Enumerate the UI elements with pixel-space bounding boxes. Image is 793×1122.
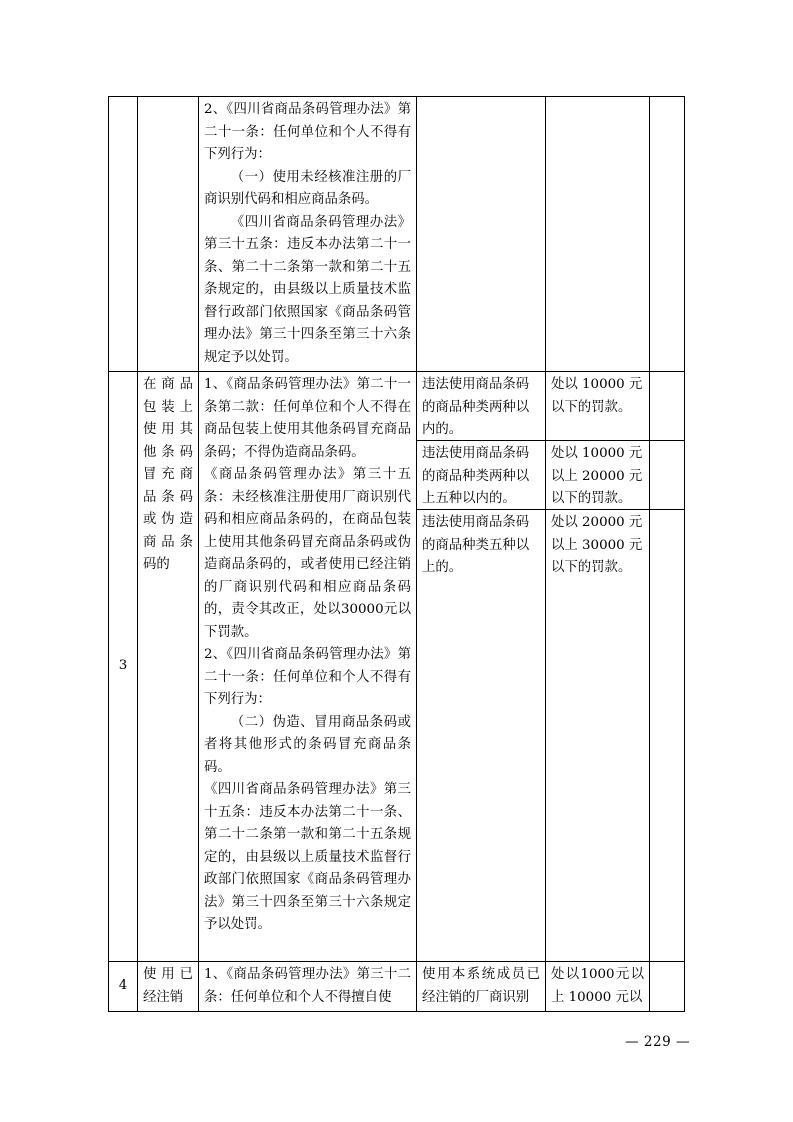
legal-basis-cell (199, 962, 417, 1012)
legal-basis-cell (199, 97, 417, 372)
page-number: — 229 — (625, 1034, 690, 1050)
remark-cell (650, 962, 685, 1012)
penalty-entry: 处以 10000 元以下的罚款。 (546, 372, 649, 441)
remark-entry (650, 372, 684, 441)
circumstance-cell (417, 372, 546, 962)
penalty-entry: 处以 20000 元以上 30000 元以下的罚款。 (551, 515, 643, 575)
violation-item-text: 使用已经注销 (143, 967, 193, 1005)
basis-paragraph: 2、《四川省商品条码管理办法》第二十一条：任何单位和个人不得有下列行为： (204, 102, 411, 162)
violation-item-cell (138, 97, 199, 372)
basis-paragraph: 《四川省商品条码管理办法》第三十五条：违反本办法第二十一条、第二十二条第一款和第二十五条规定的，由县级以上质量技术监督行政部门依照国家《商品条码管理办法》第三十四条至第三十六条规定予以处罚。 (204, 782, 411, 932)
violation-item-cell (138, 962, 199, 1012)
basis-paragraph: 1、《商品条码管理办法》第三十二条：任何单位和个人不得擅自使 (204, 967, 411, 1005)
basis-paragraph: 1、《商品条码管理办法》第二十一条第二款：任何单位和个人不得在商品包装上使用其他条码冒充商品条码；不得伪造商品条码。 (204, 377, 411, 460)
basis-paragraph: （一）使用未经核准注册的厂商识别代码和相应商品条码。 (204, 169, 411, 207)
row-number-cell: 3 (109, 372, 138, 962)
remark-entry (650, 510, 684, 514)
circumstance-entry: 违法使用商品条码的商品种类两种以上五种以内的。 (417, 441, 545, 510)
table-row-3 (109, 372, 685, 962)
basis-paragraph: 《四川省商品条码管理办法》第三十五条：违反本办法第二十一条、第二十二条第一款和第二十五条规定的，由县级以上质量技术监督行政部门依照国家《商品条码管理办法》第三十四条至第三十六条规定予以处罚。 (204, 214, 411, 365)
penalty-cell (546, 962, 650, 1012)
violation-item-text: 在商品包装上使用其他条码冒充商品条码或伪造商品条码的 (143, 377, 193, 572)
penalty-cell (546, 372, 650, 962)
circumstance-entry: 违法使用商品条码的商品种类五种以上的。 (422, 515, 530, 575)
legal-basis-cell (199, 372, 417, 962)
basis-paragraph: （二）伪造、冒用商品条码或者将其他形式的条码冒充商品条码。 (204, 714, 411, 775)
row-number-cell (109, 97, 138, 372)
penalty-entry: 处以 10000 元以上 20000 元以下的罚款。 (546, 441, 649, 510)
circumstance-entry: 违法使用商品条码的商品种类两种以内的。 (417, 372, 545, 441)
circumstance-entry: 使用本系统成员已经注销的厂商识别 (422, 967, 540, 1005)
table-row-continued (109, 97, 685, 372)
circumstance-cell (417, 962, 546, 1012)
remark-cell (650, 97, 685, 372)
basis-paragraph: 《商品条码管理办法》第三十五条：未经核准注册使用厂商识别代码和相应商品条码的，在商品包装上使用其他条码冒充商品条码或伪造商品条码的，或者使用已经注销的厂商识别代码和相应商品条码的，责令其改正，处以30000元以下罚款。 (204, 467, 411, 640)
basis-paragraph: 2、《四川省商品条码管理办法》第二十一条：任何单位和个人不得有下列行为： (204, 647, 411, 707)
penalty-entry: 处以1000元以上 10000 元以 (551, 967, 644, 1005)
remark-entry (650, 441, 684, 510)
penalty-cell (546, 97, 650, 372)
penalty-standard-table (108, 96, 685, 1012)
row-number-cell: 4 (109, 962, 138, 1012)
remark-cell (650, 372, 685, 962)
circumstance-cell (417, 97, 546, 372)
table-row-4 (109, 962, 685, 1012)
violation-item-cell (138, 372, 199, 962)
